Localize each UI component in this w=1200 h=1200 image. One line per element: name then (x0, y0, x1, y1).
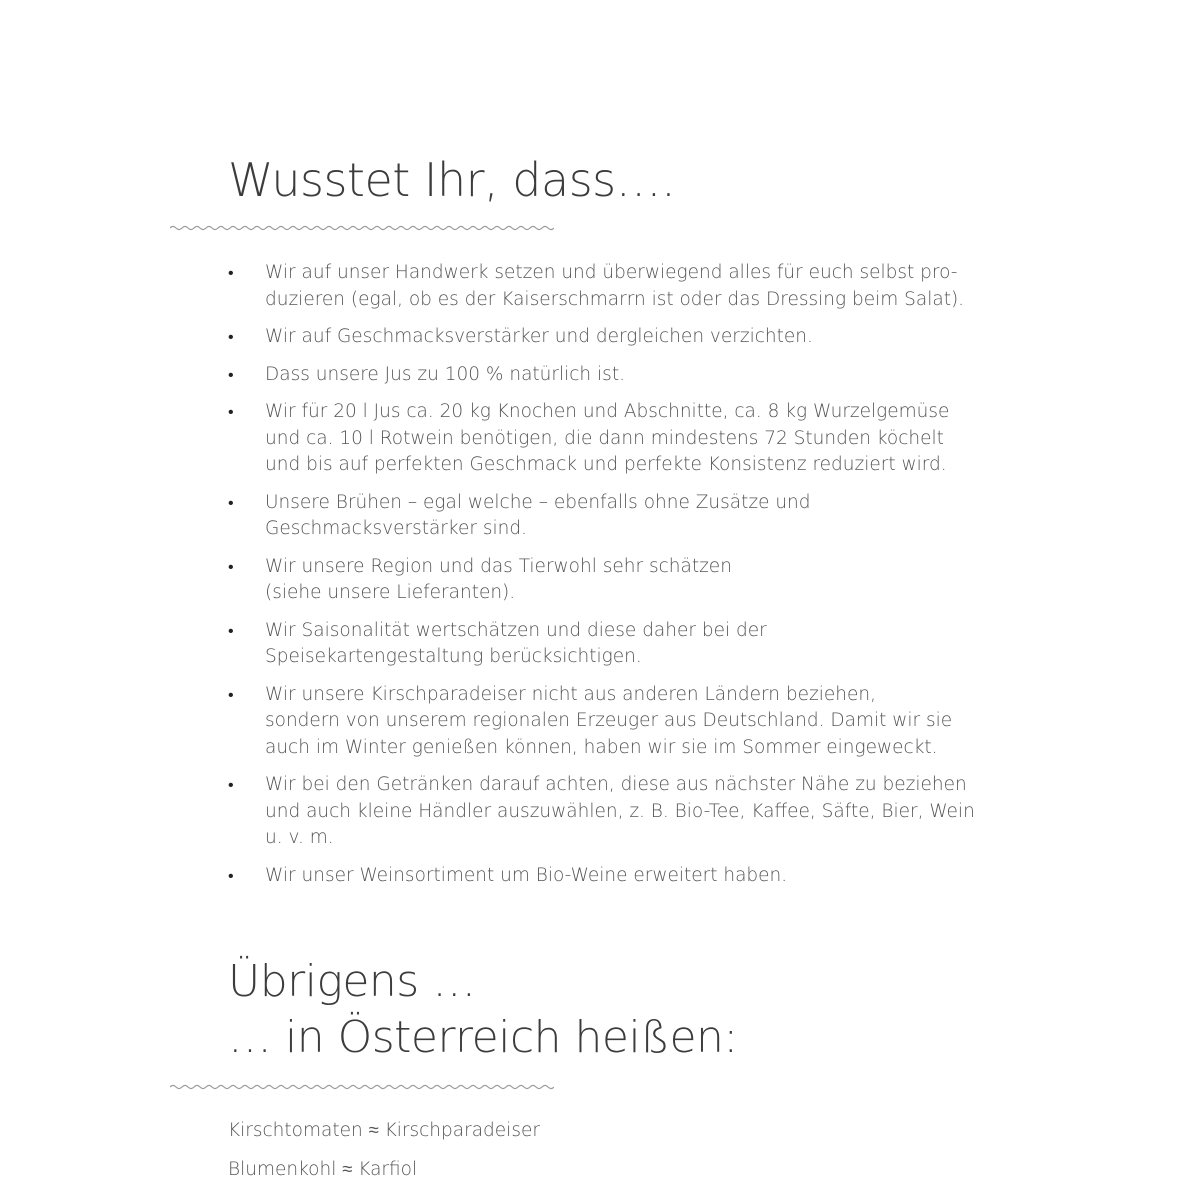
wavy-divider-bottom (170, 1080, 554, 1094)
bullet-dot-icon: • (228, 492, 234, 512)
fact-text-line: duzieren (egal, ob es der Kaiserschmarrn ist oder das Dressing beim Salat). (265, 288, 965, 310)
fact-text-line: Wir unser Weinsortiment um Bio-Weine erweitert haben. (265, 864, 788, 886)
section-title-uebrigens (228, 954, 738, 1066)
section-title-line-1: Übrigens … (228, 956, 476, 1007)
fact-text-line: und ca. 10 l Rotwein benötigen, die dann mindestens 72 Stunden köchelt (265, 427, 944, 449)
bullet-dot-icon: • (228, 556, 234, 576)
wavy-divider-top (170, 221, 554, 235)
bullet-dot-icon: • (228, 620, 234, 640)
section-title-line-2: … in Österreich heißen: (228, 1012, 738, 1063)
fact-text-line: Wir Saisonalität wertschätzen und diese daher bei der (265, 619, 767, 641)
bullet-dot-icon: • (228, 684, 234, 704)
fact-text-line: und auch kleine Händler auszuwählen, z. B. Bio-Tee, Kaffee, Säfte, Bier, Wein (265, 800, 975, 822)
fact-text (265, 260, 1008, 313)
section-title-wusstet: Wusstet Ihr, dass…. (228, 153, 676, 207)
fact-text-line: Wir unsere Region und das Tierwohl sehr schätzen (265, 555, 732, 577)
bullet-dot-icon: • (228, 364, 234, 384)
fact-text-line: Wir unsere Kirschparadeiser nicht aus anderen Ländern beziehen, (265, 683, 876, 705)
fact-text-line: u. v. m. (265, 827, 334, 848)
fact-text-line: Unsere Brühen – egal welche – ebenfalls ohne Zusätze und (265, 491, 811, 513)
fact-text-line: auch im Winter genießen können, haben wir sie im Sommer eingeweckt. (265, 736, 938, 758)
fact-text (265, 399, 1008, 479)
bullet-dot-icon: • (228, 327, 234, 346)
fact-item (228, 554, 1008, 607)
facts-list (228, 260, 1008, 900)
bullet-dot-icon: • (228, 402, 234, 421)
fact-text-line: Speisekartengestaltung berücksichtigen. (265, 646, 642, 667)
fact-text (265, 554, 1008, 607)
fact-text-line: Wir bei den Getränken darauf achten, diese aus nächster Nähe zu beziehen (265, 774, 967, 795)
term-pairs-list (228, 1117, 540, 1195)
fact-item (228, 490, 1008, 543)
fact-text-line: Wir für 20 l Jus ca. 20 kg Knochen und Abschnitte, ca. 8 kg Wurzelgemüse (265, 401, 950, 422)
fact-text-line: (siehe unsere Lieferanten). (265, 582, 516, 603)
fact-item (228, 362, 1008, 389)
fact-text (265, 490, 1008, 543)
fact-text-line: sondern von unserem regionalen Erzeuger aus Deutschland. Damit wir sie (265, 710, 953, 731)
fact-item (228, 399, 1008, 479)
fact-item (228, 772, 1008, 852)
fact-text-line: Geschmacksverstärker sind. (265, 518, 527, 539)
fact-item (228, 324, 1008, 351)
fact-text-line: Wir auf Geschmacksverstärker und dergleichen verzichten. (265, 326, 813, 347)
bullet-dot-icon: • (228, 263, 234, 282)
term-pair: Kirschtomaten ≈ Kirschparadeiser (228, 1120, 540, 1141)
fact-text (265, 324, 1008, 351)
term-pair: Blumenkohl ≈ Karfiol (228, 1159, 418, 1180)
fact-text-line: Wir auf unser Handwerk setzen und überwiegend alles für euch selbst pro- (265, 262, 958, 283)
fact-text (265, 863, 1008, 890)
fact-text (265, 618, 1008, 671)
fact-text-line: Dass unsere Jus zu 100 % natürlich ist. (265, 363, 625, 385)
bullet-dot-icon: • (228, 775, 234, 794)
fact-text (265, 772, 1008, 852)
fact-text (265, 362, 1008, 389)
fact-text-line: und bis auf perfekten Geschmack und perfekte Konsistenz reduziert wird. (265, 454, 947, 475)
fact-text (265, 682, 1008, 762)
fact-item (228, 618, 1008, 671)
fact-item (228, 863, 1008, 890)
fact-item (228, 682, 1008, 762)
fact-item (228, 260, 1008, 313)
bullet-dot-icon: • (228, 865, 234, 885)
